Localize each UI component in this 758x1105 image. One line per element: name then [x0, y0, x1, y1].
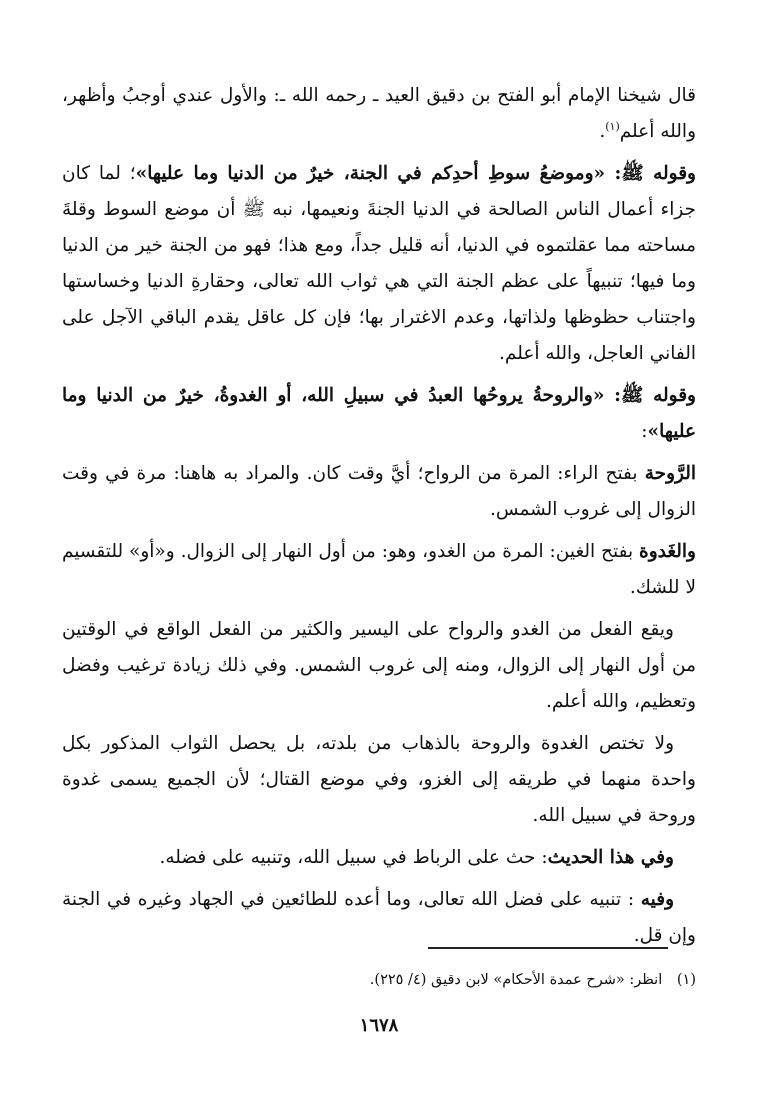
- paragraph-p8: [62, 840, 696, 876]
- main-text: [62, 78, 696, 960]
- text-segment: بفتح الغين: المرة من الغدو، وهو: من أول النهار إلى الزوال. و«أو» للتقسيم لا للشك.: [62, 541, 696, 598]
- paragraph-p6: [62, 612, 696, 720]
- footnote-marker: (١): [605, 119, 620, 133]
- footnote-text: انظر: «شرح عمدة الأحكام» لابن دقيق (٤/ ٢٢٥).: [369, 972, 663, 988]
- text-segment: .: [599, 121, 606, 142]
- bold-text: الرَّوحة: [644, 463, 696, 484]
- text-segment: : تنبيه على فضل الله تعالى، وما أعده للطائعين في الجهاد وغيره في الجنة وإن قل.: [62, 889, 696, 946]
- bold-text: وقوله ﷺ: «وموضعُ سوطِ أحدِكم في الجنة، خيرٌ من الدنيا وما عليها»: [135, 163, 696, 184]
- text-segment: ؛ لما كان جزاء أعمال الناس الصالحة في الدنيا الجنةَ ونعيمها، نبه ﷺ أن موضع السوط وقلةَ مساحته مما عقلتموه في الدنيا، أنه قليل جداً، ومع هذا؛ فهو من الجنة خير من الدنيا وما فيها؛ تنبيهاً على عظم الجنة التي هي ثواب الله تعالى، وحقارةِ الدنيا وخساستها واجتناب حظوظها ولذاتها، وعدم الاغترار بها؛ فإن كل عاقل يقدم الباقي الآجل على الفاني العاجل، والله أعلم.: [62, 163, 696, 364]
- text-segment: ويقع الفعل من الغدو والرواح على اليسير والكثير من الفعل الواقع في الوقتين من أول النهار إلى الزوال، ومنه إلى غروب الشمس. وفي ذلك زيادة ترغيب وفضل وتعظيم، والله أعلم.: [62, 619, 696, 712]
- paragraph-p2: [62, 156, 696, 372]
- text-segment: بفتح الراء: المرة من الرواح؛ أيَّ وقت كان. والمراد به هاهنا: مرة في وقت الزوال إلى غروب الشمس.: [62, 463, 696, 520]
- text-segment: ولا تختص الغدوة والروحة بالذهاب من بلدته، بل يحصل الثواب المذكور بكل واحدة منهما في طريقه إلى الغزو، وفي موضع القتال؛ لأن الجميع يسمى غدوة وروحة في سبيل الله.: [62, 733, 696, 826]
- paragraph-p5: [62, 534, 696, 606]
- text-segment: : حث على الرباط في سبيل الله، وتنبيه على فضله.: [159, 847, 548, 868]
- paragraph-p1: [62, 78, 696, 150]
- page-number: ١٦٧٨: [359, 1015, 399, 1036]
- bold-text: وفيه: [640, 889, 674, 910]
- paragraph-p7: [62, 726, 696, 834]
- text-segment: قال شيخنا الإمام أبو الفتح بن دقيق العيد ـ رحمه الله ـ: والأول عندي أوجبُ وأظهر، والله أعلم: [62, 85, 696, 142]
- footnote: [62, 968, 696, 992]
- paragraph-p3: [62, 378, 696, 450]
- footnote-divider: [428, 947, 668, 949]
- bold-text: وفي هذا الحديث: [547, 847, 674, 868]
- bold-text: والغَدوة: [639, 541, 696, 562]
- paragraph-p4: [62, 456, 696, 528]
- text-segment: :: [641, 421, 648, 442]
- footnote-number: (١): [676, 972, 696, 988]
- paragraph-p9: [62, 882, 696, 954]
- bold-text: وقوله ﷺ: «والروحةُ يروحُها العبدُ في سبيلِ الله، أو الغدوةُ، خيرٌ من الدنيا وما عليها»: [62, 385, 696, 442]
